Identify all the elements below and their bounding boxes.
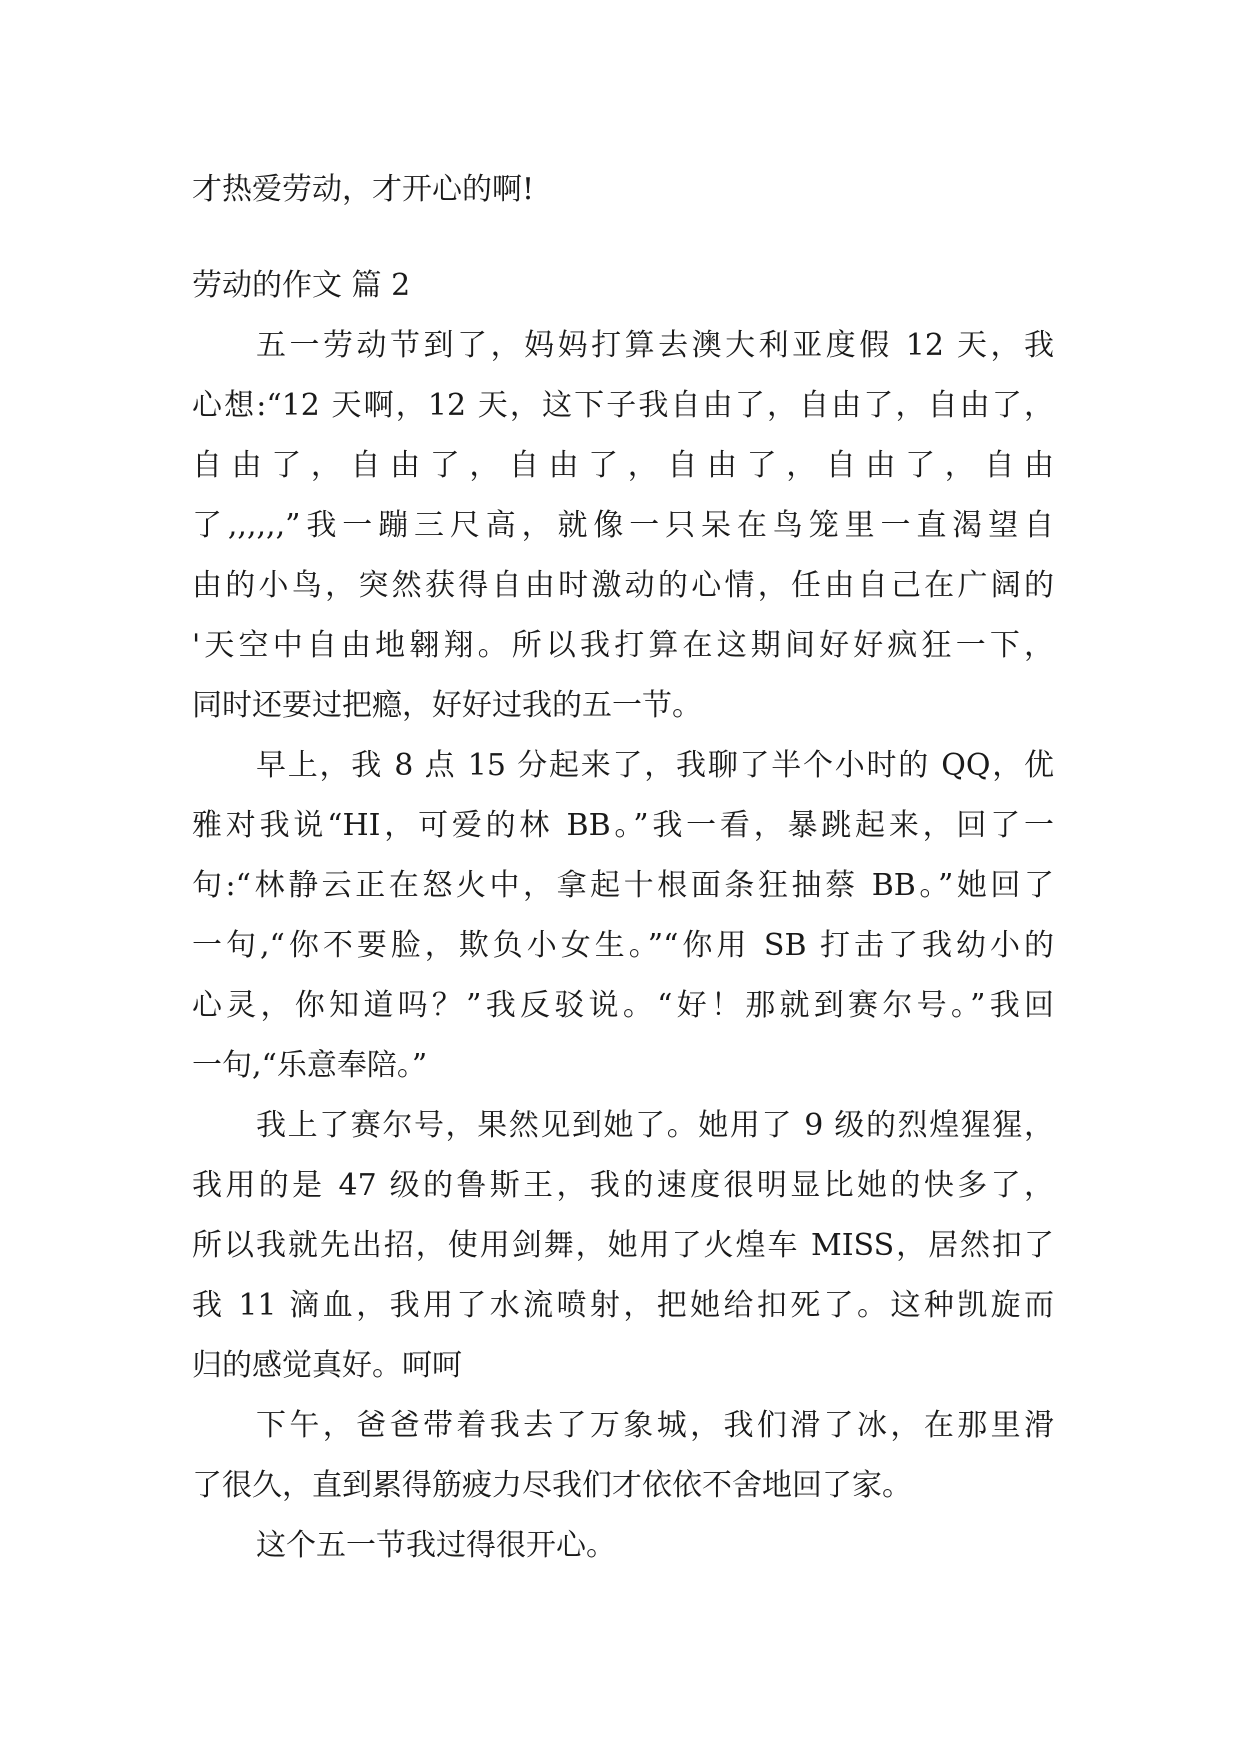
paragraph-line: 归的感觉真好。呵呵	[192, 1348, 462, 1383]
paragraph-line: 雅对我说“HI，可爱的林 BB。”我一看，暴跳起来，回了一	[192, 808, 1054, 843]
paragraph-line: 五一劳动节到了，妈妈打算去澳大利亚度假 12 天，我	[256, 328, 1054, 363]
paragraph-line: 一句,“乐意奉陪。”	[192, 1048, 428, 1083]
paragraph-line: 早上，我 8 点 15 分起来了，我聊了半个小时的 QQ，优	[256, 748, 1054, 783]
paragraph-line: 由的小鸟，突然获得自由时激动的心情，任由自己在广阔的	[192, 568, 1054, 603]
paragraph-line: 自 由 了 ， 自 由 了 ， 自 由 了 ， 自 由 了 ， 自 由 了 ， 自 由	[192, 448, 1054, 483]
paragraph-5	[192, 1516, 1054, 1576]
paragraph-line: 一句,“你不要脸，欺负小女生。”“你用 SB 打击了我幼小的	[192, 928, 1054, 963]
paragraph-line: 我用的是 47 级的鲁斯王，我的速度很明显比她的快多了，	[192, 1168, 1054, 1203]
carryover-line: 才热爱劳动，才开心的啊!	[192, 172, 535, 207]
paragraph-line: 了,,,,,,”我一蹦三尺高，就像一只呆在鸟笼里一直渴望自	[192, 508, 1054, 543]
paragraph-line: 心灵，你知道吗？”我反驳说。“好！那就到赛尔号。”我回	[192, 988, 1054, 1023]
paragraph-1	[192, 316, 1054, 736]
paragraph-3	[192, 1096, 1054, 1396]
paragraph-line: 这个五一节我过得很开心。	[256, 1528, 616, 1563]
paragraph-line: 下午，爸爸带着我去了万象城，我们滑了冰，在那里滑	[256, 1408, 1054, 1443]
paragraph-line: 心想:“12 天啊，12 天，这下子我自由了，自由了，自由了，	[192, 388, 1054, 423]
paragraph-line: 所以我就先出招，使用剑舞，她用了火煌车 MISS，居然扣了	[192, 1228, 1054, 1263]
paragraph-line: 我上了赛尔号，果然见到她了。她用了 9 级的烈煌猩猩，	[256, 1108, 1054, 1143]
paragraph-2	[192, 736, 1054, 1096]
paragraph-line: '天空中自由地翱翔。所以我打算在这期间好好疯狂一下，	[192, 628, 1054, 663]
paragraph-line: 同时还要过把瘾，好好过我的五一节。	[192, 688, 702, 723]
paragraph-4	[192, 1396, 1054, 1516]
paragraph-line: 句:“林静云正在怒火中，拿起十根面条狂抽蔡 BB。”她回了	[192, 868, 1054, 903]
paragraph-line: 了很久，直到累得筋疲力尽我们才依依不舍地回了家。	[192, 1468, 912, 1503]
paragraph-line: 我 11 滴血，我用了水流喷射，把她给扣死了。这种凯旋而	[192, 1288, 1054, 1323]
section-title: 劳动的作文 篇 2	[192, 268, 411, 303]
document-page	[192, 160, 1054, 1576]
